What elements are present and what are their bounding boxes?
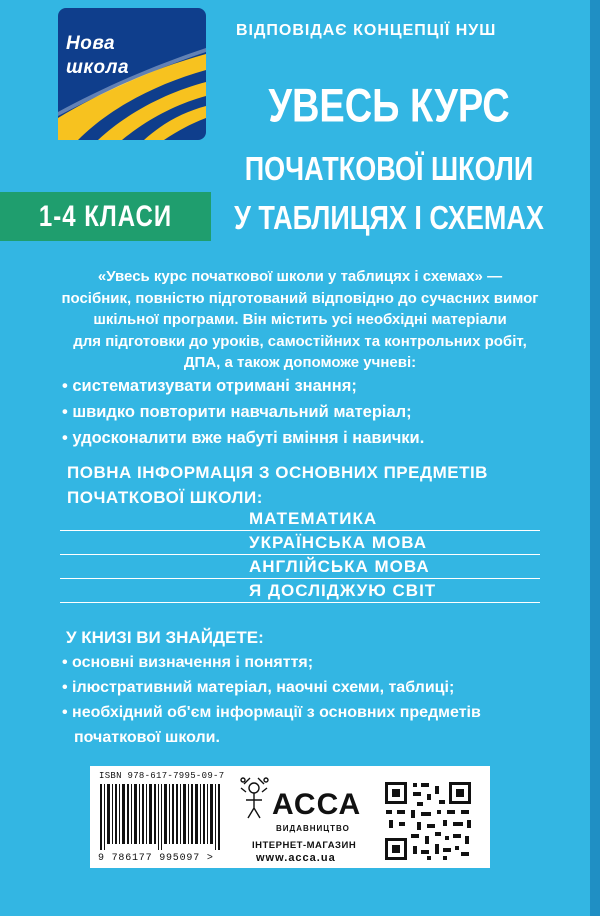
benefits-list: [62, 373, 424, 451]
benefit-item: • систематизувати отримані знання;: [62, 373, 424, 399]
findings-list: [62, 650, 481, 750]
grade-badge: [0, 192, 211, 241]
finding-item: • необхідний об'єм інформації з основних предметів: [62, 700, 481, 725]
findings-heading: У КНИЗІ ВИ ЗНАЙДЕТЕ:: [66, 628, 264, 647]
nova-shkola-logo: [58, 8, 206, 140]
title-line-1: УВЕСЬ КУРС: [268, 80, 510, 133]
subject-row-ukrainian: [60, 530, 540, 555]
description-line: шкільної програми. Він містить усі необхідні матеріали: [93, 311, 507, 328]
description-line: посібник, повністю підготований відповідно до сучасних вимог: [61, 289, 539, 307]
qr-code-image: [383, 780, 473, 862]
description-line: «Увесь курс початкової школи у таблицях і схемах» —: [97, 268, 503, 285]
logo-line-1: Нова: [66, 33, 116, 54]
subject-label: УКРАЇНСЬКА МОВА: [249, 533, 428, 552]
subjects-heading-line: ПОЧАТКОВОЇ ШКОЛИ:: [67, 488, 263, 507]
subject-row-world: [60, 578, 540, 603]
subjects-heading-line: ПОВНА ІНФОРМАЦІЯ З ОСНОВНИХ ПРЕДМЕТІВ: [67, 463, 488, 482]
description-line: ДПА, а також допоможе учневі:: [183, 354, 417, 371]
subject-row-english: [60, 554, 540, 579]
barcode-number: 9 786177 995097 >: [98, 853, 214, 864]
acca-publisher-logo: [240, 774, 362, 824]
subjects-heading: [67, 460, 488, 510]
shop-url: www.acca.ua: [256, 852, 336, 864]
isbn-label: ISBN 978-617-7995-09-7: [99, 771, 225, 781]
subject-label: МАТЕМАТИКА: [249, 509, 378, 528]
shop-label: ІНТЕРНЕТ-МАГАЗИН: [252, 840, 357, 851]
finding-item: • ілюстративний матеріал, наочні схеми, таблиці;: [62, 675, 481, 700]
logo-line-2: школа: [66, 57, 130, 78]
description-line: для підготовки до уроків, самостійних та контрольних робіт,: [73, 332, 527, 350]
benefit-item: • швидко повторити навчальний матеріал;: [62, 399, 424, 425]
barcode-panel: [90, 766, 490, 868]
publisher-label: ВИДАВНИЦТВО: [276, 824, 350, 833]
title-line-2: ПОЧАТКОВОЇ ШКОЛИ: [244, 150, 534, 188]
tagline: ВІДПОВІДАЄ КОНЦЕПЦІЇ НУШ: [236, 22, 497, 39]
description: [22, 266, 578, 374]
subject-label: Я ДОСЛІДЖУЮ СВІТ: [249, 581, 437, 600]
finding-item-continuation: початкової школи.: [74, 729, 220, 746]
title-line-3: У ТАБЛИЦЯХ І СХЕМАХ: [234, 199, 544, 237]
cover-spine-edge: [590, 0, 600, 916]
svg-text:АССА: АССА: [272, 788, 362, 821]
barcode-image: [100, 784, 224, 850]
subject-label: АНГЛІЙСЬКА МОВА: [249, 557, 430, 576]
benefit-item: • удосконалити вже набуті вміння і навички.: [62, 425, 424, 451]
finding-item: • основні визначення і поняття;: [62, 650, 481, 675]
grade-badge-label: 1-4 КЛАСИ: [38, 199, 173, 233]
subject-row-math: [60, 506, 540, 531]
